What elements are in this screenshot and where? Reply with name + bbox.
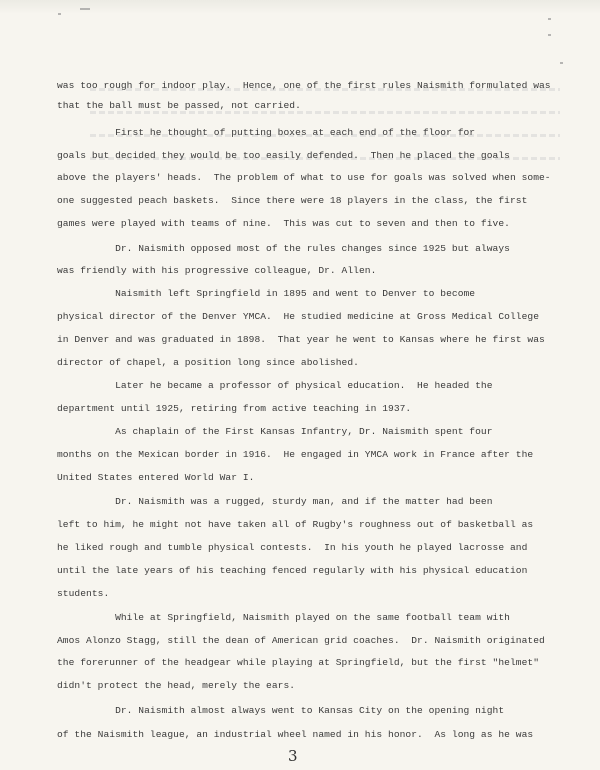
text-line-26: the forerunner of the headgear while playing at Springfield, but the first "helmet" — [57, 657, 539, 668]
text-line-28: Dr. Naismith almost always went to Kansas City on the opening night — [57, 705, 505, 716]
text-line-17: months on the Mexican border in 1916. He engaged in YMCA work in France after the — [57, 449, 534, 460]
text-line-15: department until 1925, retiring from active teaching in 1937. — [57, 403, 412, 414]
scan-speck-2 — [80, 8, 90, 10]
text-line-10: Naismith left Springfield in 1895 and went to Denver to become — [57, 288, 476, 299]
text-line-21: he liked rough and tumble physical contests. In his youth he played lacrosse and — [57, 542, 528, 553]
text-line-29: of the Naismith league, an industrial wheel named in his honor. As long as he was — [57, 729, 534, 740]
text-line-25: Amos Alonzo Stagg, still the dean of American grid coaches. Dr. Naismith originated — [57, 635, 545, 646]
text-line-18: United States entered World War I. — [57, 472, 255, 483]
text-line-3: First he thought of putting boxes at each end of the floor for — [57, 127, 476, 138]
text-line-16: As chaplain of the First Kansas Infantry, Dr. Naismith spent four — [57, 426, 493, 437]
scan-speck-5 — [560, 62, 563, 64]
text-line-4: goals but decided they would be too easily defended. Then he placed the goals — [57, 150, 510, 161]
page-number: 3 — [288, 747, 298, 765]
text-line-27: didn't protect the head, merely the ears. — [57, 680, 296, 691]
text-line-22: until the late years of his teaching fenced regularly with his physical education — [57, 565, 528, 576]
scan-speck-4 — [548, 34, 551, 36]
text-line-6: one suggested peach baskets. Since there were 18 players in the class, the first — [57, 195, 528, 206]
text-line-24: While at Springfield, Naismith played on the same football team with — [57, 612, 510, 623]
text-line-12: in Denver and was graduated in 1898. That year he went to Kansas where he first was — [57, 334, 545, 345]
scan-edge — [0, 0, 600, 14]
scan-speck-1 — [58, 13, 61, 15]
text-line-5: above the players' heads. The problem of what to use for goals was solved when some- — [57, 172, 551, 183]
text-line-23: students. — [57, 588, 110, 599]
text-line-1: was too rough for indoor play. Hence, one of the first rules Naismith formulated was — [57, 80, 551, 91]
text-line-8: Dr. Naismith opposed most of the rules changes since 1925 but always — [57, 243, 510, 254]
text-line-13: director of chapel, a position long since abolished. — [57, 357, 359, 368]
text-line-20: left to him, he might not have taken all of Rugby's roughness out of basketball as — [57, 519, 534, 530]
text-line-2: that the ball must be passed, not carried. — [57, 100, 301, 111]
text-line-7: games were played with teams of nine. This was cut to seven and then to five. — [57, 218, 510, 229]
text-line-9: was friendly with his progressive colleague, Dr. Allen. — [57, 265, 377, 276]
scan-speck-3 — [548, 18, 551, 20]
text-line-11: physical director of the Denver YMCA. He studied medicine at Gross Medical College — [57, 311, 539, 322]
text-line-19: Dr. Naismith was a rugged, sturdy man, and if the matter had been — [57, 496, 493, 507]
text-line-14: Later he became a professor of physical education. He headed the — [57, 380, 493, 391]
